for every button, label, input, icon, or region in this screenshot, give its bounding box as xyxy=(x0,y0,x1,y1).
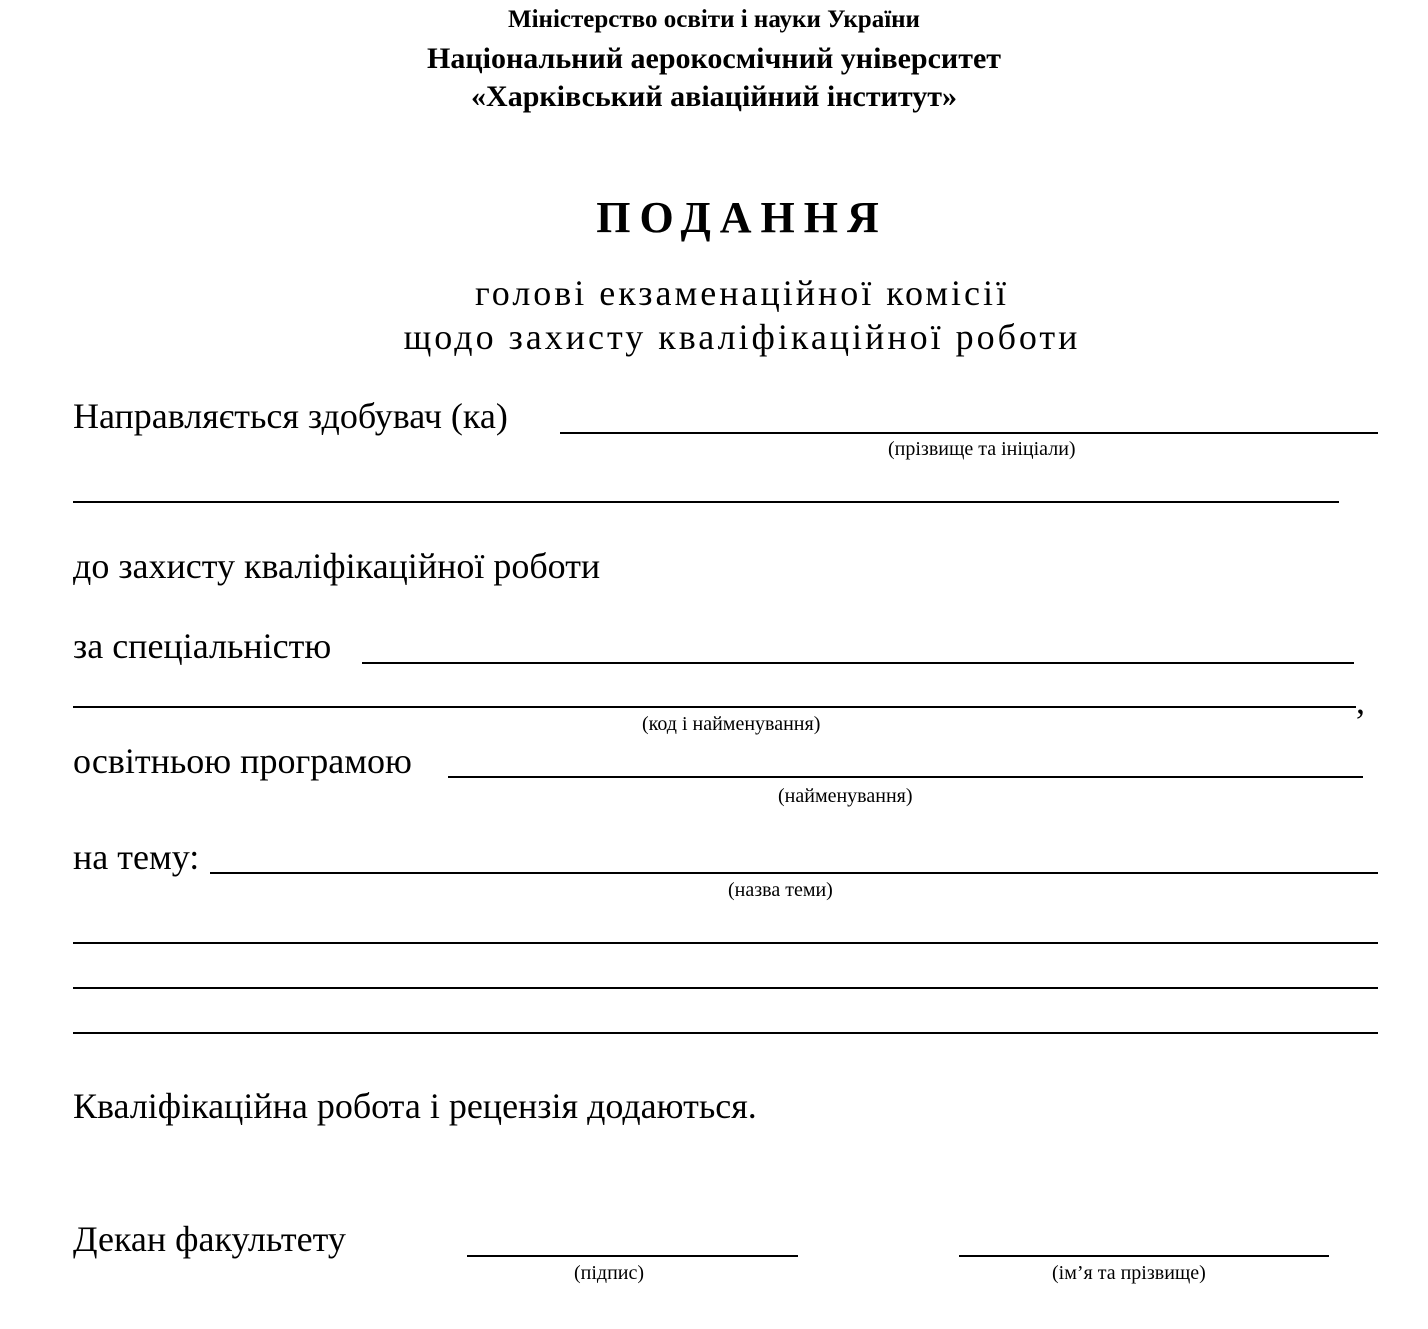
document-title: ПОДАННЯ xyxy=(596,193,888,242)
defense-label: до захисту кваліфікаційної роботи xyxy=(73,546,601,586)
topic-line-2[interactable] xyxy=(73,942,1378,944)
institute-heading: «Харківський авіаційний інститут» xyxy=(471,80,957,113)
university-heading: Національний аерокосмічний університет xyxy=(426,42,1001,75)
topic-label: на тему: xyxy=(73,837,200,877)
program-line[interactable] xyxy=(448,776,1363,778)
student-name-line-2[interactable] xyxy=(73,501,1339,503)
specialty-comma: , xyxy=(1356,681,1365,721)
student-hint: (прізвище та ініціали) xyxy=(888,438,1076,460)
dean-name-hint: (ім’я та прізвище) xyxy=(1052,1262,1206,1284)
specialty-label: за спеціальністю xyxy=(73,626,332,666)
topic-line[interactable] xyxy=(210,872,1378,874)
specialty-hint: (код і найменування) xyxy=(642,713,821,735)
signature-hint: (підпис) xyxy=(574,1262,645,1284)
topic-line-3[interactable] xyxy=(73,987,1378,989)
subtitle-line-1: голові екзаменаційної комісії xyxy=(474,273,1010,313)
signature-line[interactable] xyxy=(467,1255,798,1257)
dean-name-line[interactable] xyxy=(959,1255,1329,1257)
program-label: освітньою програмою xyxy=(73,741,412,781)
dean-role-label: Декан факультету xyxy=(73,1219,346,1259)
specialty-line[interactable] xyxy=(362,662,1354,664)
topic-line-4[interactable] xyxy=(73,1032,1378,1034)
attachments-note: Кваліфікаційна робота і рецензія додаються. xyxy=(73,1086,757,1126)
student-label: Направляється здобувач (ка) xyxy=(73,396,508,436)
student-name-line[interactable] xyxy=(560,432,1378,434)
subtitle-line-2: щодо захисту кваліфікаційної роботи xyxy=(403,317,1081,357)
topic-hint: (назва теми) xyxy=(728,879,833,901)
ministry-heading: Міністерство освіти і науки України xyxy=(508,6,920,33)
specialty-line-2[interactable] xyxy=(73,706,1356,708)
program-hint: (найменування) xyxy=(778,785,913,807)
